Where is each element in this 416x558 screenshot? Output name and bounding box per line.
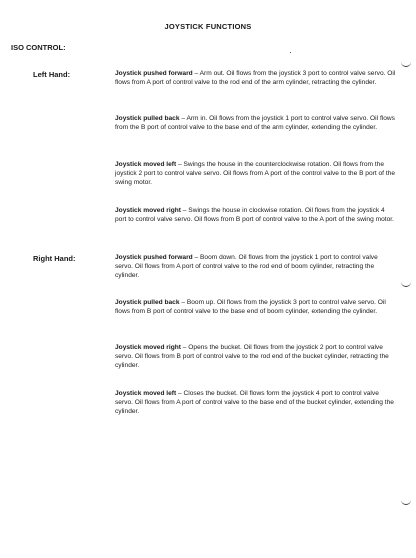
- entry-text: – Arm out. Oil flows from the joystick 3 port to control valve servo. Oil flows from A port of control valve to the rod end of the arm cylinder, retracting the cylinder.: [115, 70, 396, 87]
- margin-mark: [401, 62, 411, 67]
- entry-heading: Joystick moved right: [115, 207, 181, 214]
- left-entry-left: [115, 160, 397, 187]
- entry-heading: Joystick pulled back: [115, 115, 180, 122]
- right-entry-left: [115, 389, 397, 416]
- page-title: JOYSTICK FUNCTIONS: [164, 22, 252, 31]
- entry-text: – Swings the house in clockwise rotation. Oil flows from the joystick 4 port to control valve servo. Oil flows from B port of control valve to the A port of the swing motor.: [115, 207, 394, 224]
- left-entry-forward: [115, 69, 397, 87]
- margin-mark: [401, 282, 411, 287]
- entry-text: – Opens the bucket. Oil flows from the joystick 2 port to control valve servo. Oil flows from B port of control valve to the rod end of the bucket cylinder, retracting the cylinder.: [115, 344, 389, 370]
- entry-text: – Swings the house in the counterclockwise rotation. Oil flows from the joystick 2 port to control valve servo. Oil flows from A port of the control valve to the B port of the swing motor.: [115, 161, 395, 187]
- right-entry-forward: [115, 253, 397, 280]
- entry-heading: Joystick moved left: [115, 390, 177, 397]
- entry-heading: Joystick moved right: [115, 344, 181, 351]
- right-hand-label: Right Hand:: [33, 254, 76, 263]
- entry-text: – Boom down. Oil flows from the joystick 1 port to control valve servo. Oil flows from A port of control valve to the rod end of boom cylinder, retracting the cylinder.: [115, 254, 378, 280]
- entry-heading: Joystick pulled back: [115, 299, 180, 306]
- left-entry-right: [115, 206, 397, 224]
- entry-heading: Joystick pushed forward: [115, 70, 193, 77]
- entry-heading: Joystick moved left: [115, 161, 177, 168]
- entry-text: – Closes the bucket. Oil flows form the joystick 4 port to control valve servo. Oil flows from A port of control valve to the base end of the bucket cylinder, extending the cylinder.: [115, 390, 394, 416]
- scan-speck: [290, 52, 291, 53]
- margin-mark: [401, 500, 411, 505]
- entry-heading: Joystick pushed forward: [115, 254, 193, 261]
- left-hand-label: Left Hand:: [33, 70, 71, 79]
- right-entry-right: [115, 343, 397, 370]
- left-entry-back: [115, 114, 397, 132]
- section-title: ISO CONTROL:: [11, 43, 66, 52]
- entry-text: – Arm in. Oil flows from the joystick 1 port to control valve servo. Oil flows from the B port of control valve to the base end of the arm cylinder, extending the cylinder.: [115, 115, 395, 132]
- entry-text: – Boom up. Oil flows from the joystick 3 port to control valve servo. Oil flows from B port of control valve to the base end of boom cylinder, extending the cylinder.: [115, 299, 386, 316]
- right-entry-back: [115, 298, 397, 316]
